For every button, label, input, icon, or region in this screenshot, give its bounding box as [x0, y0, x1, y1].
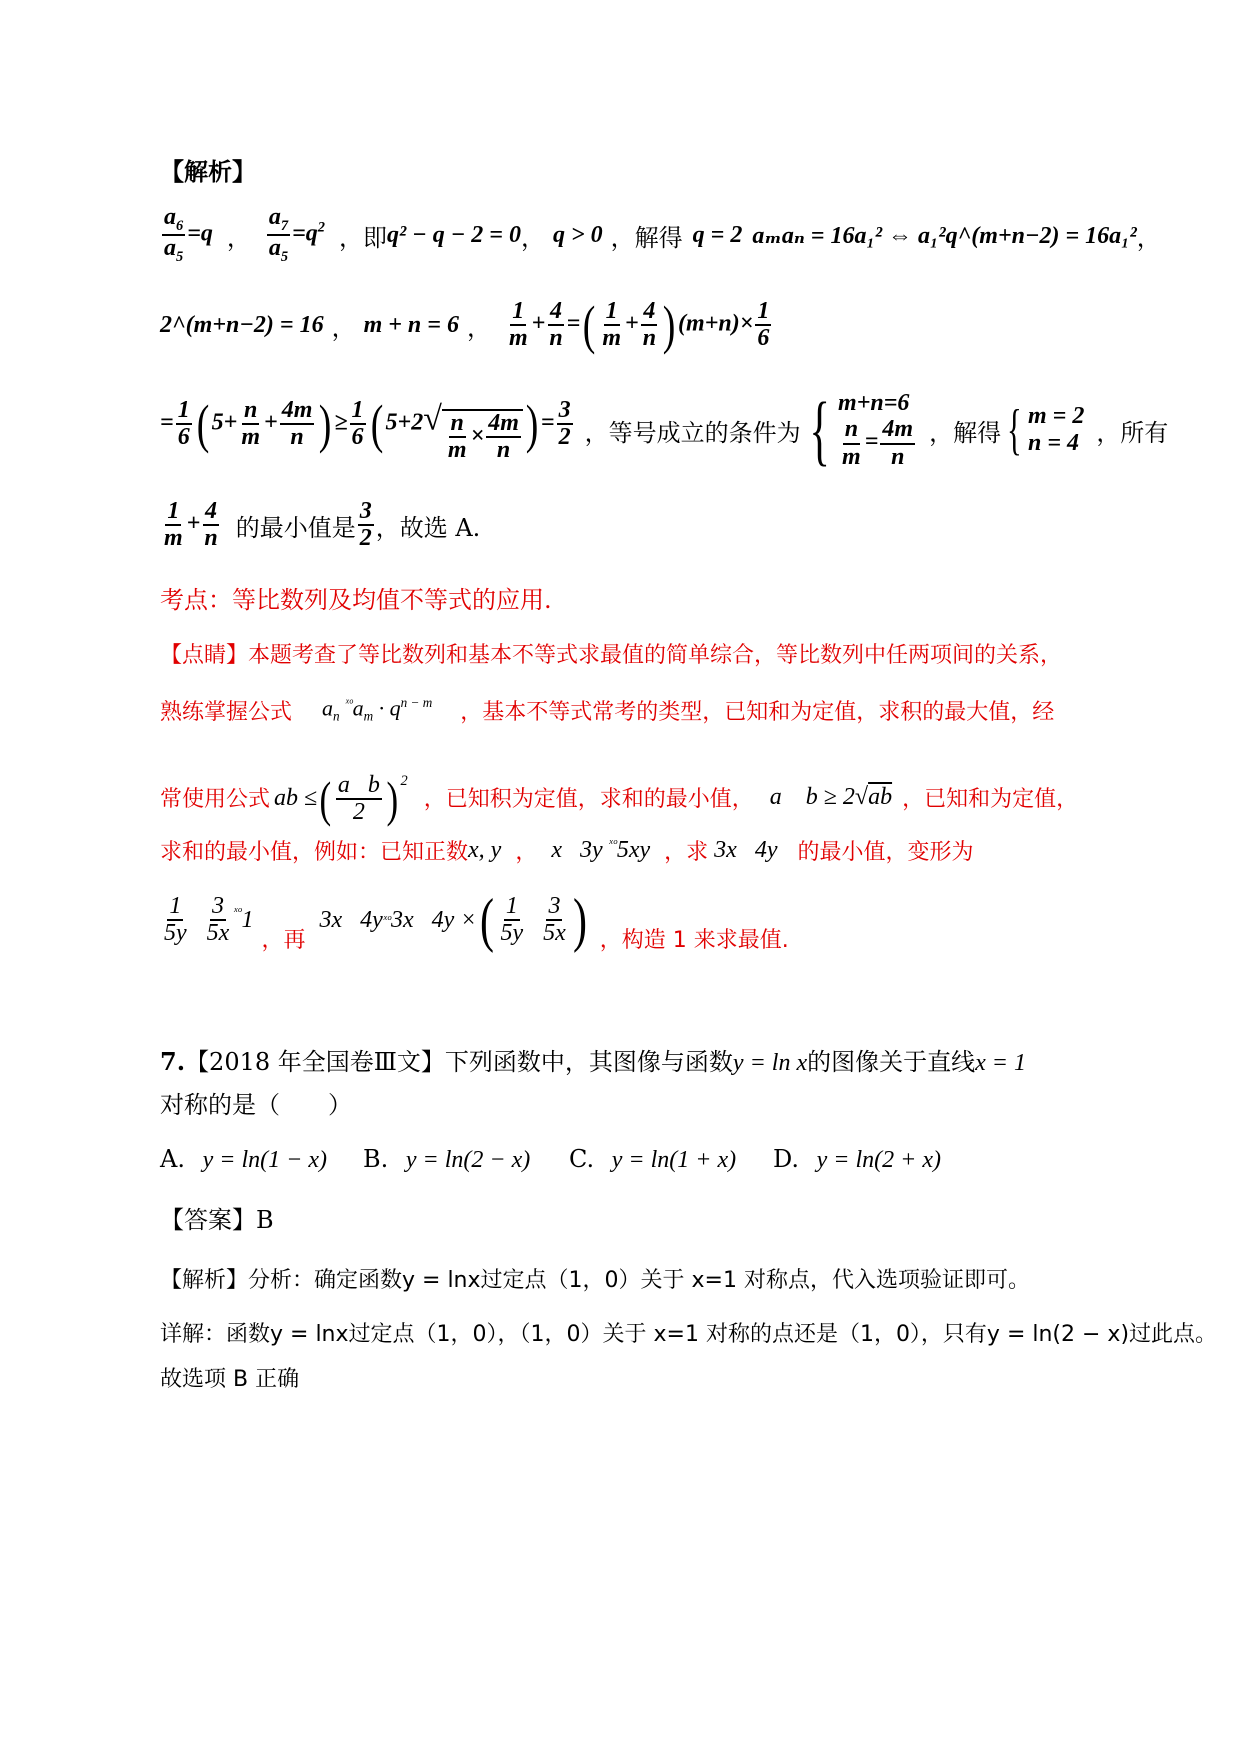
am-gm-inequality: = $\frac{1}{6}$ ( 5+ $\frac{n}{m}$ + $\frac{4m}{n}$ ) ≥ $\frac{1}{6}$ ( 5+2√ $\frac{n}{m}$ × $\frac{4m}{n}$ ) = $\frac{3}{2}$	[160, 394, 571, 463]
tip-line-4: 求和的最小值，例如：已知正数 x, y ， x 3y $^{ˣᵒ}$5xy ，求 3x 4y 的最小值，变形为	[160, 836, 974, 865]
question-7-stem: 7. 【2018 年全国卷Ⅲ文】 下列函数中，其图像与函数 y = ln x 的图像关于直线 x = 1	[160, 1042, 1026, 1077]
option-a[interactable]: A. y = ln(1 − x)	[160, 1145, 327, 1173]
tip-line-3: 常使用公式 ab ≤ ( $\frac{\text{a b}}{2}$ ) $^2$ ，已知积为定值，求和的最小值， a b ≥ 2√ab ，已知和为定值，	[160, 770, 1079, 827]
option-b[interactable]: B. y = ln(2 − x)	[363, 1145, 531, 1173]
example-target: 3x 4y	[714, 836, 778, 863]
ratio-a6-a5: $\frac{a_6}{a_5}$ =q	[164, 204, 213, 265]
am-an-relation: aₘaₙ = 16a₁² ⇔ a₁²q^(m+n−2) = 16a₁²	[752, 223, 1137, 249]
answer: 【答案】B	[160, 1206, 274, 1234]
sum-equation: m + n = 6	[363, 311, 459, 338]
question-source: 【2018 年全国卷Ⅲ文】	[185, 1048, 445, 1076]
geometric-term-formula: $a_n$ $^{ˣᵒ}a_m \cdot q^{n - m}$	[322, 695, 433, 724]
fraction-sum-transform: $\frac{1}{m}$ + $\frac{4}{n}$ =( $\frac{1}{m}$ + $\frac{4}{n}$ ) (m+n)× $\frac{1}{6}$	[508, 295, 770, 355]
transform-expression: $\frac{1}{5y}$ $\frac{3}{5x}$ $^{ˣᵒ}$ 1	[164, 892, 254, 946]
tip-line-5: $\frac{1}{5y}$ $\frac{3}{5x}$ $^{ˣᵒ}$ 1 ，再 3x 4y ˣᵒ 3x 4y × ( $\frac{1}{5y}$ $\frac{3}{5x}$ ) ，构造 1 来求最值.	[160, 880, 789, 960]
q-positive: q > 0	[552, 221, 603, 248]
analysis-line-4: $\frac{1}{m}$ + $\frac{4}{n}$ 的最小值是 $\frac{3}{2}$ ，故选 A.	[160, 490, 480, 560]
option-d[interactable]: D. y = ln(2 + x)	[773, 1145, 942, 1173]
analysis-line-3: = $\frac{1}{6}$ ( 5+ $\frac{n}{m}$ + $\frac{4m}{n}$ ) ≥ $\frac{1}{6}$ ( 5+2√ $\frac{n}{m}$ × $\frac{4m}{n}$ ) = $\frac{3}{2}$ ，等号成立的条件为 { m+n=6 $\frac{n}{m}$ = $\frac{4m}{n}$ ，解得 { m = 2 n = 4 ，所有	[160, 386, 1169, 473]
ratio-a7-a5: $\frac{a_7}{a_5}$ $=q^2$	[268, 204, 325, 265]
ab-inequality-formula: ab ≤ ( $\frac{\text{a b}}{2}$ ) $^2$	[274, 770, 408, 827]
analysis-line-1: $\frac{a_6}{a_5}$ =q ， $\frac{a_7}{a_5}$ $=q^2$ ，即 q² − q − 2 = 0 ， q > 0 ，解得 q = 2 aₘaₙ = 16a₁² ⇔ a₁²q^(m+n−2) = 16a₁² ，	[160, 200, 1161, 270]
tip-line-2: 熟练掌握公式 $a_n$ $^{ˣᵒ}a_m \cdot q^{n - m}$ ，基本不等式常考的类型，已知和为定值，求积的最大值，经	[160, 695, 1055, 725]
analysis-line-2: 2^(m+n−2) = 16 ， m + n = 6 ， $\frac{1}{m}$ + $\frac{4}{n}$ =( $\frac{1}{m}$ + $\frac{4}{n}$ ) (m+n)× $\frac{1}{6}$	[160, 290, 773, 360]
multiply-expression: 3x 4y ˣᵒ 3x 4y × ( $\frac{1}{5y}$ $\frac{3}{5x}$ )	[319, 887, 587, 953]
target-expression: $\frac{1}{m}$ + $\frac{4}{n}$	[164, 497, 218, 551]
equality-condition-system: { m+n=6 $\frac{n}{m}$ = $\frac{4m}{n}$	[809, 386, 914, 473]
tip-line-1: 【点睛】本题考查了等比数列和基本不等式求最值的简单综合，等比数列中任两项间的关系，	[160, 643, 1063, 668]
q-solution: q = 2	[692, 221, 743, 248]
sum-inequality-formula: a b ≥ 2√ab	[769, 784, 893, 810]
question-7-stem-end: 对称的是（ ）	[160, 1091, 352, 1119]
key-point: 考点：等比数列及均值不等式的应用.	[160, 586, 552, 614]
symmetry-line: x = 1	[975, 1050, 1026, 1076]
min-value: $\frac{3}{2}$	[359, 497, 372, 551]
example-condition: x 3y $^{ˣᵒ}$5xy	[551, 836, 651, 863]
quadratic-equation: q² − q − 2 = 0	[386, 221, 521, 248]
option-c[interactable]: C. y = ln(1 + x)	[569, 1145, 737, 1173]
solution-system: { m = 2 n = 4	[1007, 399, 1085, 461]
question-number: 7.	[160, 1047, 186, 1076]
q7-analysis: 【解析】分析：确定函数y = lnx过定点（1，0）关于 x=1 对称点，代入选项验证即可。	[160, 1268, 1030, 1293]
q7-detail: 详解：函数y = lnx过定点（1，0），（1，0）关于 x=1 对称的点还是（1，0），只有y = ln(2 − x)过此点。	[160, 1322, 1218, 1347]
analysis-heading: 【解析】	[160, 157, 256, 186]
given-function: y = ln x	[732, 1050, 808, 1076]
positive-numbers: x, y	[468, 836, 502, 863]
power-equation: 2^(m+n−2) = 16	[160, 311, 324, 338]
q7-conclusion: 故选项 B 正确	[160, 1367, 300, 1392]
